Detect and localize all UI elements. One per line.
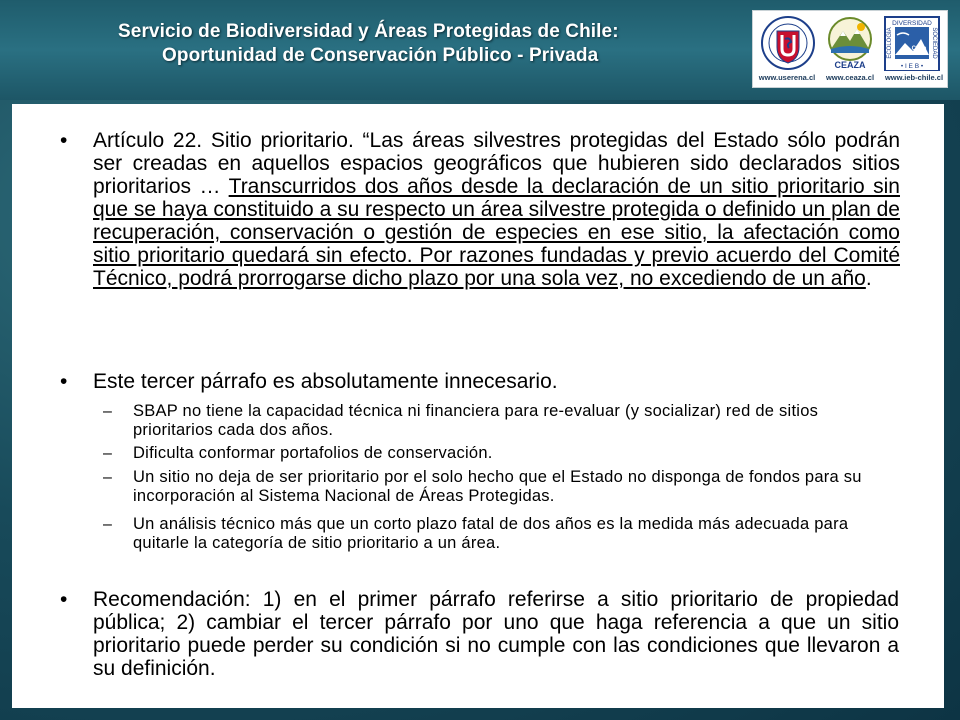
ieb-bottom-text: • I E B • <box>900 63 924 70</box>
ceaza-logo-icon <box>821 15 879 71</box>
ieb-chile-logo-icon <box>883 15 941 71</box>
ieb-url: www.ieb-chile.cl <box>884 73 944 82</box>
bullet-2-text: Este tercer párrafo es absolutamente innecesario. <box>93 370 558 393</box>
ceaza-url: www.ceaza.cl <box>825 73 875 82</box>
ceaza-logo-text: CEAZA <box>834 60 866 70</box>
bullet-3-text: Recomendación: 1) en el primer párrafo referirse a sitio prioritario de propiedad pública; 2) cambiar el tercer párrafo por uno que haga referencia a que un sitio prioritario puede perder su condición si no cumple con las condiciones que llevaron a su definición. <box>93 588 899 680</box>
sub-item-1: SBAP no tiene la capacidad técnica ni financiera para re-evaluar (y socializar) red de sitios prioritarios cada dos años. <box>133 402 819 439</box>
ieb-top-text: DIVERSIDAD <box>892 20 932 27</box>
ieb-right-text: SOCIEDAD <box>931 27 937 59</box>
title-line-1: Servicio de Biodiversidad y Áreas Protegidas de Chile: <box>118 21 619 42</box>
sub-item-2-dash: – <box>103 445 112 462</box>
bullet-1-text <box>93 129 900 290</box>
bullet-1-marker: • <box>60 129 68 152</box>
sub-item-2: Dificulta conformar portafolios de conservación. <box>133 444 493 462</box>
sub-item-4-dash: – <box>103 516 112 533</box>
ieb-left-text: ECOLOGÍA <box>887 27 893 59</box>
partner-logos <box>752 10 948 88</box>
ieb-chile-text: Chile <box>911 46 927 52</box>
bullet-3-marker: • <box>60 588 68 611</box>
article-underlined-text: Transcurridos dos años desde la declaración de un sitio prioritario sin que se haya constituido a su respecto un área silvestre protegida o definido un plan de recuperación, conservación o gestión de especies en ese sitio, la afectación como sitio prioritario quedará sin efecto. Por razones fundadas y previo acuerdo del Comité Técnico, podrá prorrogarse dicho plazo por una sola vez, no excediendo de un año <box>93 175 900 290</box>
sub-item-3: Un sitio no deja de ser prioritario por el solo hecho que el Estado no disponga de fondos para su incorporación al Sistema Nacional de Áreas Protegidas. <box>133 468 862 505</box>
article-intro: Artículo 22. Sitio prioritario. “Las áreas silvestres protegidas del Estado sólo podrán ser creadas en aquellos espacios geográficos que hubieren sido declarados sitios prioritarios … <box>93 129 900 198</box>
title-line-2: Oportunidad de Conservación Público - Privada <box>162 45 599 66</box>
universidad-la-serena-seal-icon <box>759 15 817 71</box>
slide-content <box>12 104 944 708</box>
userena-url: www.userena.cl <box>758 73 816 82</box>
bullet-2-marker: • <box>60 370 68 393</box>
page-title <box>118 20 619 68</box>
sub-item-4: Un análisis técnico más que un corto plazo fatal de dos años es la medida más adecuada para quitarle la categoría de sitio prioritario a un área. <box>133 515 849 552</box>
article-end: . <box>865 267 872 290</box>
sub-item-3-dash: – <box>103 469 112 486</box>
sub-item-1-dash: – <box>103 403 112 420</box>
header-banner <box>0 0 960 100</box>
